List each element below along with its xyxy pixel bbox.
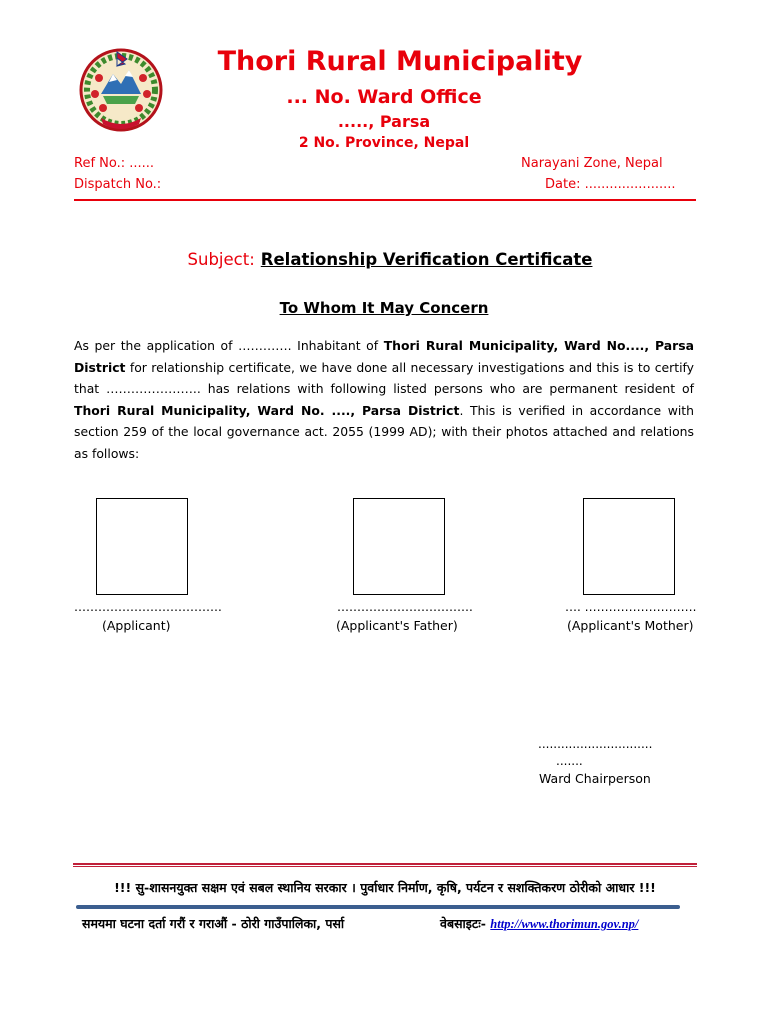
signature-name-line: ....... [556, 754, 583, 768]
applicant-photo-box [96, 498, 188, 595]
footer-divider-thin [73, 866, 697, 867]
signature-line: .............................. [538, 737, 653, 751]
subject-value: Relationship Verification Certificate [260, 250, 593, 269]
footer-motto: !!! सु-शासनयुक्त सक्षम एवं सबल स्थानिय सरकार । पुर्वाधार निर्माण, कृषि, पर्यटन र सशक्तिकरण ठोरीको आधार !!! [114, 880, 656, 895]
header-divider [74, 199, 696, 201]
applicant-caption: (Applicant) [102, 618, 171, 633]
salutation: To Whom It May Concern [279, 299, 489, 317]
dispatch-no: Dispatch No.: [74, 177, 162, 192]
signature-role: Ward Chairperson [539, 771, 651, 786]
subject-line [100, 250, 680, 269]
ward-office: ... No. Ward Office [286, 86, 482, 108]
father-caption: (Applicant's Father) [336, 618, 458, 633]
municipality-title: Thori Rural Municipality [217, 46, 583, 77]
father-dots: ……………………………. [337, 600, 473, 614]
applicant-dots: ………………………………. [74, 600, 222, 614]
date-line: Date: ...................... [545, 177, 676, 192]
district-line: ....., Parsa [337, 112, 431, 131]
footer-bar [76, 905, 680, 909]
mother-caption: (Applicant's Mother) [567, 618, 694, 633]
mother-photo-box [583, 498, 675, 595]
ref-no: Ref No.: ...... [74, 156, 155, 171]
province-line: 2 No. Province, Nepal [298, 135, 470, 151]
website-label: वेबसाइटः- [440, 916, 486, 931]
footer-slogan: समयमा घटना दर्ता गरौं र गराऔं - ठोरी गाउँपालिका, पर्सा [82, 916, 345, 931]
mother-dots: …. ………………………. [565, 600, 697, 614]
subject-label: Subject: [187, 250, 255, 269]
footer-website [440, 915, 638, 932]
footer-divider [73, 863, 697, 865]
website-link[interactable]: http://www.thorimun.gov.np/ [490, 917, 639, 931]
zone-line: Narayani Zone, Nepal [521, 156, 663, 171]
father-photo-box [353, 498, 445, 595]
certificate-body: As per the application of …………. Inhabitant of Thori Rural Municipality, Ward No...., Parsa District for relationship certificate, we have done all necessary investigations and this is to certify that ………………….. has relations with following listed persons who are permanent resident of Thori Rural Municipality, Ward No. ...., Parsa District. This is verified in accordance with section 259 of the local governance act. 2055 (1999 AD); with their photos attached and relations as follows: [74, 338, 694, 461]
